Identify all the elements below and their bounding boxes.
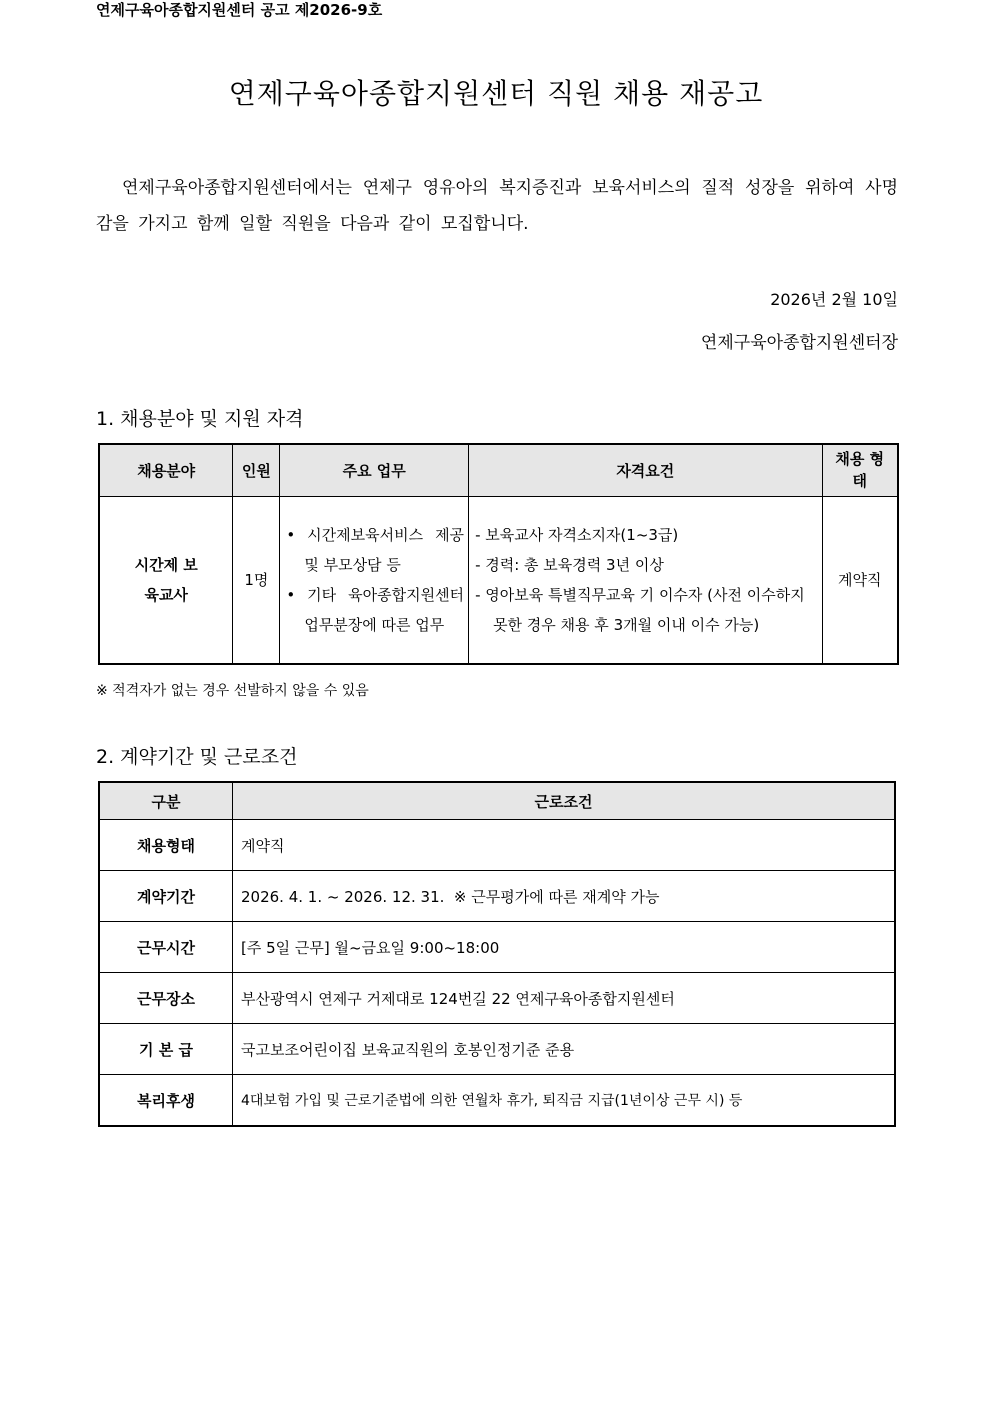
header-field: 채용분야 <box>99 444 233 496</box>
row-value: 계약직 <box>233 820 896 871</box>
header-count: 인원 <box>233 444 280 496</box>
table-row <box>99 922 895 973</box>
row-value: 국고보조어린이집 보육교직원의 호봉인정기준 준용 <box>233 1024 896 1075</box>
type-cell: 계약직 <box>822 496 898 664</box>
table-row <box>99 973 895 1024</box>
notice-date: 2026년 2월 10일 <box>770 290 898 309</box>
row-label: 근무장소 <box>99 973 233 1024</box>
row-label: 복리후생 <box>99 1075 233 1127</box>
table-header-row <box>99 782 895 820</box>
duty-item: • 시간제보육서비스 제공 및 부모상담 등 <box>286 525 465 574</box>
duties-cell <box>280 496 469 664</box>
row-value: 4대보험 가입 및 근로기준법에 의한 연월차 휴가, 퇴직금 지급(1년이상 근무 시) 등 <box>233 1075 896 1127</box>
header-duties: 주요 업무 <box>280 444 469 496</box>
duty-item: • 기타 육아종합지원센터 업무분장에 따른 업무 <box>286 585 465 634</box>
row-value: [주 5일 근무] 월~금요일 9:00~18:00 <box>233 922 896 973</box>
count-cell: 1명 <box>233 496 280 664</box>
header-qualifications: 자격요건 <box>469 444 822 496</box>
header-conditions: 근로조건 <box>233 782 896 820</box>
table-row <box>99 871 895 922</box>
row-label: 기 본 급 <box>99 1024 233 1075</box>
selection-note: ※ 적격자가 없는 경우 선발하지 않을 수 있음 <box>96 683 369 699</box>
row-label: 계약기간 <box>99 871 233 922</box>
header-category: 구분 <box>99 782 233 820</box>
table-row <box>99 496 898 664</box>
qualification-item: - 보육교사 자격소지자(1~3급) <box>475 525 679 544</box>
intro-paragraph: 연제구육아종합지원센터에서는 연제구 영유아의 복지증진과 보육서비스의 질적 성장을 위하여 사명감을 가지고 함께 일할 직원을 다음과 같이 모집합니다. <box>96 178 898 234</box>
conditions-table <box>98 781 896 1127</box>
table-header-row <box>99 444 898 496</box>
row-value: 부산광역시 연제구 거제대로 124번길 22 연제구육아종합지원센터 <box>233 973 896 1024</box>
qualification-item: - 영아보육 특별직무교육 기 이수자 (사전 이수하지 못한 경우 채용 후 3개월 이내 이수 가능) <box>475 585 805 634</box>
field-cell: 시간제 보육교사 <box>99 496 233 664</box>
table-row <box>99 1075 895 1127</box>
table-row <box>99 820 895 871</box>
recruitment-table <box>98 443 899 665</box>
table-row <box>99 1024 895 1075</box>
qualifications-cell <box>469 496 822 664</box>
section2-heading: 2. 계약기간 및 근로조건 <box>96 746 298 768</box>
row-value: 2026. 4. 1. ~ 2026. 12. 31. ※ 근무평가에 따른 재계약 가능 <box>233 871 896 922</box>
row-label: 채용형태 <box>99 820 233 871</box>
row-label: 근무시간 <box>99 922 233 973</box>
header-type: 채용 형태 <box>822 444 898 496</box>
qualification-item: - 경력: 총 보육경력 3년 이상 <box>475 555 664 574</box>
page-title: 연제구육아종합지원센터 직원 채용 재공고 <box>228 77 764 110</box>
notice-number: 연제구육아종합지원센터 공고 제2026-9호 <box>96 1 383 19</box>
section1-heading: 1. 채용분야 및 지원 자격 <box>96 408 304 430</box>
signatory: 연제구육아종합지원센터장 <box>700 333 898 353</box>
